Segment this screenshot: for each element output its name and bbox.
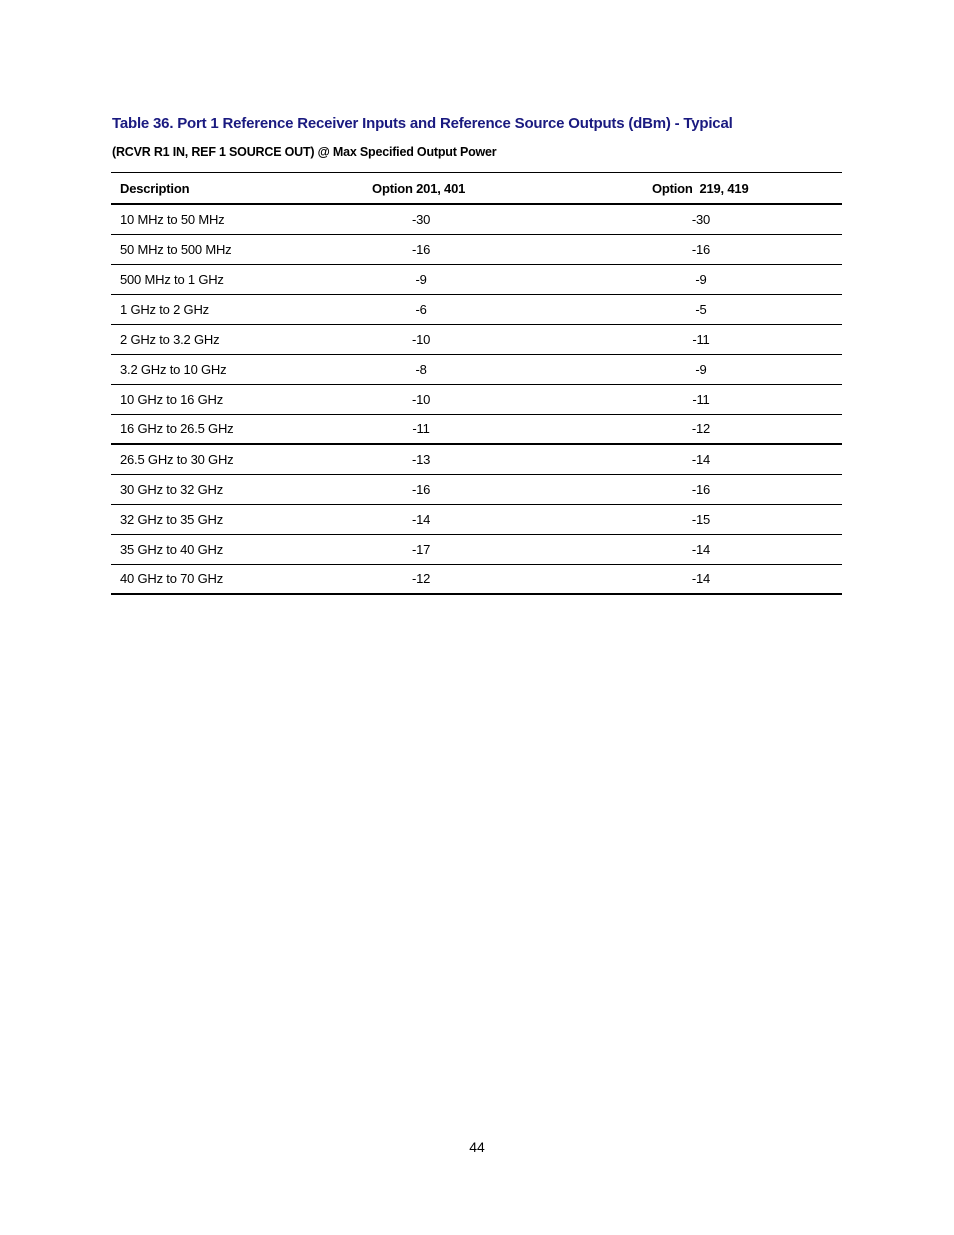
table-row	[111, 384, 842, 414]
cell-option-201-401-value: -14	[411, 511, 431, 527]
cell-option-219-419	[652, 504, 842, 534]
cell-option-201-401-value: -30	[411, 211, 431, 227]
header-option-201-401-label: Option 201, 401	[372, 180, 466, 196]
cell-option-219-419-value: -16	[691, 241, 711, 257]
table-row	[111, 204, 842, 234]
cell-description: 3.2 GHz to 10 GHz	[120, 361, 227, 377]
cell-option-201-401	[372, 264, 652, 294]
cell-option-201-401-value: -12	[411, 571, 431, 587]
header-description	[111, 173, 372, 205]
cell-description: 26.5 GHz to 30 GHz	[120, 451, 234, 467]
header-option-219-419-label: Option 219, 419	[651, 180, 749, 196]
cell-option-219-419-value: -30	[691, 211, 711, 227]
cell-option-201-401-value: -11	[412, 421, 430, 437]
cell-option-219-419-value: -14	[691, 571, 711, 587]
cell-option-201-401	[372, 234, 652, 264]
table-row	[111, 504, 842, 534]
table-row	[111, 444, 842, 474]
cell-option-219-419-value: -15	[691, 511, 711, 527]
cell-option-219-419	[652, 564, 842, 594]
cell-description: 1 GHz to 2 GHz	[120, 301, 209, 317]
cell-option-201-401	[372, 294, 652, 324]
table-body	[111, 204, 842, 594]
cell-description: 16 GHz to 26.5 GHz	[120, 421, 234, 437]
cell-option-219-419	[652, 534, 842, 564]
cell-option-219-419-value: -14	[691, 541, 711, 557]
cell-option-219-419-value: -5	[695, 301, 707, 317]
cell-option-219-419	[652, 354, 842, 384]
cell-option-201-401-value: -17	[411, 541, 431, 557]
cell-option-201-401	[372, 564, 652, 594]
cell-option-219-419-value: -9	[695, 271, 707, 287]
cell-option-219-419-value: -14	[691, 451, 711, 467]
cell-option-201-401-value: -10	[411, 331, 431, 347]
cell-option-219-419-value: -11	[692, 331, 710, 347]
cell-option-219-419-value: -16	[691, 481, 711, 497]
cell-description: 32 GHz to 35 GHz	[120, 511, 224, 527]
cell-option-201-401	[372, 504, 652, 534]
table-subtitle: (RCVR R1 IN, REF 1 SOURCE OUT) @ Max Specified Output Power	[112, 145, 497, 159]
cell-description: 50 MHz to 500 MHz	[120, 241, 232, 257]
spec-table	[111, 172, 842, 595]
cell-option-201-401-value: -13	[411, 451, 431, 467]
table-row	[111, 564, 842, 594]
cell-option-201-401	[372, 414, 652, 444]
cell-option-201-401-value: -8	[415, 361, 427, 377]
cell-description: 500 MHz to 1 GHz	[120, 271, 224, 287]
cell-option-219-419-value: -12	[691, 421, 711, 437]
cell-option-201-401-value: -9	[415, 271, 427, 287]
table-row	[111, 474, 842, 504]
header-option-219-419	[652, 173, 842, 205]
table-row	[111, 324, 842, 354]
cell-option-201-401	[372, 534, 652, 564]
table-row	[111, 354, 842, 384]
cell-option-219-419	[652, 444, 842, 474]
cell-option-201-401	[372, 354, 652, 384]
cell-option-219-419	[652, 264, 842, 294]
header-description-label: Description	[120, 180, 190, 196]
cell-option-201-401-value: -10	[411, 391, 431, 407]
cell-option-219-419	[652, 384, 842, 414]
cell-option-201-401-value: -6	[415, 301, 427, 317]
cell-description: 30 GHz to 32 GHz	[120, 481, 224, 497]
cell-option-201-401-value: -16	[411, 481, 431, 497]
table-row	[111, 234, 842, 264]
cell-option-201-401	[372, 444, 652, 474]
cell-description: 10 MHz to 50 MHz	[120, 211, 225, 227]
cell-option-201-401-value: -16	[411, 241, 431, 257]
cell-option-219-419	[652, 324, 842, 354]
page-number: 44	[469, 1139, 485, 1155]
table-row	[111, 264, 842, 294]
cell-option-219-419-value: -9	[695, 361, 707, 377]
cell-option-201-401	[372, 204, 652, 234]
cell-description: 35 GHz to 40 GHz	[120, 541, 224, 557]
cell-option-219-419-value: -11	[692, 391, 710, 407]
cell-option-201-401	[372, 474, 652, 504]
table-row	[111, 294, 842, 324]
cell-description: 40 GHz to 70 GHz	[120, 571, 224, 587]
cell-option-219-419	[652, 204, 842, 234]
cell-option-201-401	[372, 384, 652, 414]
table-row	[111, 534, 842, 564]
table-title: Table 36. Port 1 Reference Receiver Inputs and Reference Source Outputs (dBm) - Typical	[112, 115, 733, 132]
cell-description: 2 GHz to 3.2 GHz	[120, 331, 220, 347]
table-header-row	[111, 173, 842, 205]
cell-option-219-419	[652, 474, 842, 504]
header-option-201-401	[372, 173, 652, 205]
cell-description: 10 GHz to 16 GHz	[120, 391, 224, 407]
cell-option-219-419	[652, 414, 842, 444]
cell-option-201-401	[372, 324, 652, 354]
table-row	[111, 414, 842, 444]
cell-option-219-419	[652, 294, 842, 324]
cell-option-219-419	[652, 234, 842, 264]
